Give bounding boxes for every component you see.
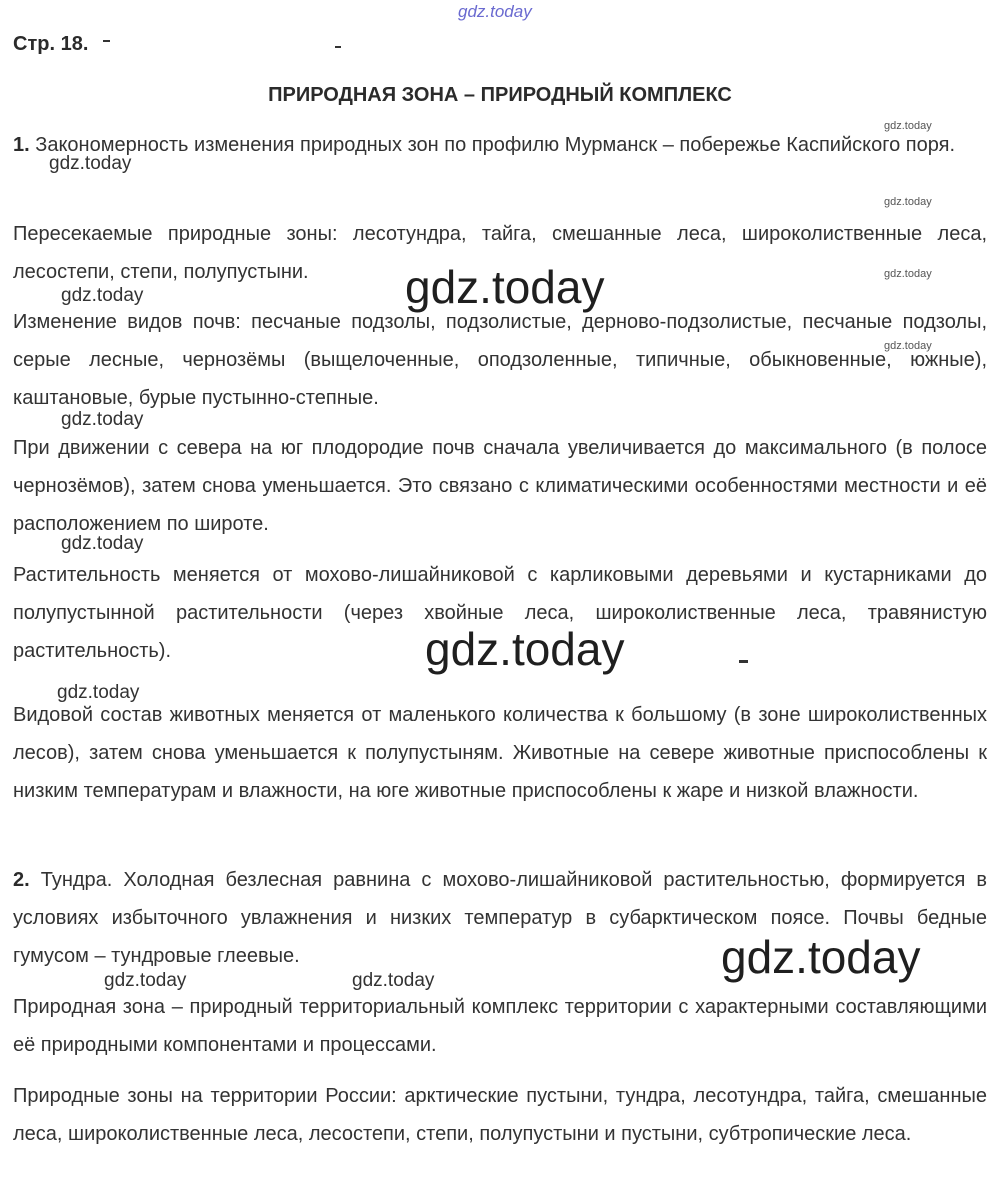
watermark-large: gdz.today [721,931,921,983]
section1-intro: 1. Закономерность изменения природных зон по профилю Мурманск – побережье Каспийского поря. [13,134,956,156]
page-reference: Стр. 18. [13,33,89,55]
section1-number: 1. [13,134,30,156]
section2-definition: Природная зона – природный территориальный комплекс территории с характерными составляющими её природными компонентами и процессами. [13,996,987,1056]
watermark: gdz.today [352,970,435,991]
scan-artifact [335,46,341,48]
watermark: gdz.today [104,970,187,991]
section1-zones: Пересекаемые природные зоны: лесотундра, тайга, смешанные леса, широколиственные леса, лесостепи, степи, полупустыни. [13,223,987,283]
watermark-large: gdz.today [425,623,625,675]
section1-soils: Изменение видов почв: песчаные подзолы, подзолистые, дерново-подзолистые, песчаные подзолы, серые лесные, чернозёмы (выщелоченные, оподзоленные, типичные, обыкновенные, южные), каштановые, бурые пустынно-степные. [13,311,987,409]
watermark: gdz.today [49,153,132,174]
page-title: ПРИРОДНАЯ ЗОНА – ПРИРОДНЫЙ КОМПЛЕКС [268,84,732,106]
watermark: gdz.today [61,533,144,554]
section2-russia-zones: Природные зоны на территории России: арктические пустыни, тундра, лесотундра, тайга, смешанные леса, широколиственные леса, лесостепи, степи, полупустыни и пустыни, субтропические леса. [13,1085,987,1145]
watermark: gdz.today [57,682,140,703]
watermark-top: gdz.today [458,2,532,21]
scan-artifact [739,660,748,663]
watermark: gdz.today [884,196,932,208]
section1-fertility: При движении с севера на юг плодородие почв сначала увеличивается до максимального (в полосе чернозёмов), затем снова уменьшается. Это связано с климатическими особенностями местности и её расположением по широте. [13,437,987,535]
section1-fauna: Видовой состав животных меняется от маленького количества к большому (в зоне широколиственных лесов), затем снова уменьшается к полупустыням. Животные на севере животные приспособлены к низким температурам и влажности, на юге животные приспособлены к жаре и низкой влажности. [13,704,987,802]
watermark: gdz.today [61,285,144,306]
watermark: gdz.today [884,340,932,352]
watermark: gdz.today [61,409,144,430]
watermark: gdz.today [884,120,932,132]
section1-vegetation: Растительность меняется от мохово-лишайниковой с карликовыми деревьями и кустарниками до полупустынной растительности (через хвойные леса, широколиственные леса, травянистую растительность). [13,564,987,662]
watermark: gdz.today [884,268,932,280]
section2-number: 2. [13,869,30,891]
scan-artifact [103,40,110,42]
section2-tundra: 2. Тундра. Холодная безлесная равнина с мохово-лишайниковой растительностью, формируется в условиях избыточного увлажнения и низких температур в субарктическом поясе. Почвы бедные гумусом – тундровые глеевые. [13,869,988,967]
watermark-large: gdz.today [405,261,605,313]
